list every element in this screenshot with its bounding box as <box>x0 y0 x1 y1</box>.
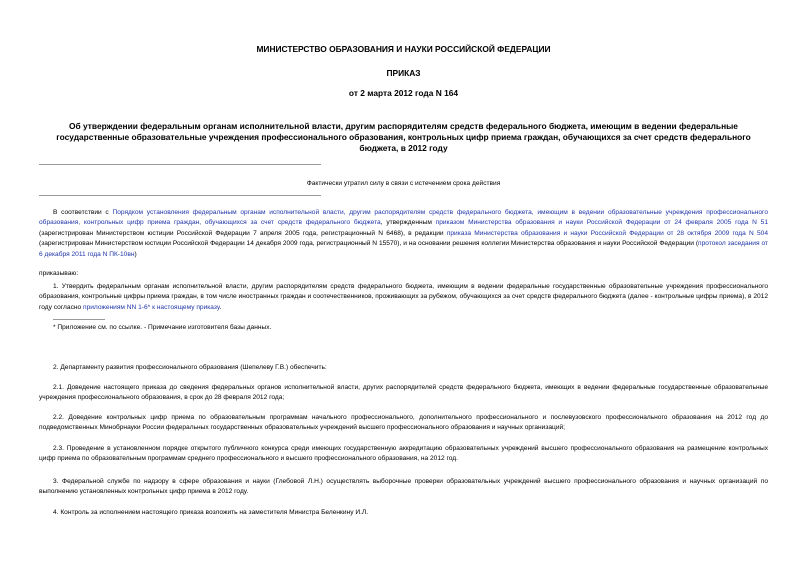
preamble-text-5: ) <box>134 250 137 258</box>
item-2-3: 2.3. Проведение в установленном порядке открытого публичного конкурса среди имеющих государственную аккредитацию образовательных учреждений высшего профессионального образования на размещение контрольных цифр приема по образовательным программам среднего профессионального и высшего профессионального образования, на 2012 год. <box>39 445 768 463</box>
item-2-1: 2.1. Доведение настоящего приказа до сведения федеральных органов исполнительной власти, других распорядителей средств федерального бюджета, имеющих в ведении федеральные государственные образовательные учреждения профессионального образования, в срок до 28 февраля 2012 года; <box>39 384 768 402</box>
item-2: 2. Департаменту развития профессионального образования (Шепелеву Г.В.) обеспечить: <box>53 364 327 371</box>
link-order-51[interactable]: приказом Министерства образования и науки Российской Федерации от 24 февраля 2005 года N 51 <box>435 219 768 227</box>
link-appendices[interactable]: приложениям NN 1-6* к настоящему приказу <box>83 303 220 311</box>
item-2-2: 2.2. Доведение контрольных цифр приема по образовательным программам начального профессионального, дополнительного профессионального и послевузовского профессионального образования на 2012 год до подведомственных Минобрнауки России федеральных государственных образовательных учреждений высшего профессионального образования и научных организаций; <box>39 414 768 432</box>
link-order-504[interactable]: приказа Министерства образования и науки Российской Федерации от 28 октября 2009 года N 504 <box>446 229 768 237</box>
divider-top <box>39 164 321 165</box>
footnote-divider <box>53 319 105 320</box>
preamble-text-3: (зарегистрирован Министерством юстиции Российской Федерации 7 апреля 2005 года, регистрационный N 6468), в редакции <box>39 229 447 237</box>
document-title: Об утверждении федеральным органам исполнительной власти, другим распорядителям средств федерального бюджета, имеющим в ведении федеральные государственные образовательные учреждения профессионального образования, контрольных цифр приема граждан, обучающихся за счет средств федерального бюджета, в 2012 году <box>56 121 751 154</box>
document-date-number: от 2 марта 2012 года N 164 <box>348 88 459 98</box>
link-procedure[interactable]: Порядком установления федеральным органам исполнительной власти, другим распорядителям средств федерального бюджета, имеющим в ведении образовательные учреждения профессионального образования, контрольных цифр приема граждан, обучающихся за счет средств федерального бюджета <box>39 209 768 227</box>
divider-bottom <box>39 195 321 196</box>
item-3: 3. Федеральной службе по надзору в сфере образования и науки (Глебовой Л.Н.) осуществлять выборочные проверки образовательных учреждений высшего профессионального образования и научных организаций по выполнению установленных контрольных цифр приема в 2012 году. <box>39 478 768 496</box>
status-note: Фактически утратил силу в связи с истечением срока действия <box>306 180 501 187</box>
preamble-paragraph <box>39 208 768 260</box>
preamble-text-1: В соответствии с <box>53 209 113 216</box>
item-4: 4. Контроль за исполнением настоящего приказа возложить на заместителя Министра Беленкину И.Л. <box>53 509 369 516</box>
orders-label: приказываю: <box>39 270 79 277</box>
item-1-text: 1. Утвердить федеральным органам исполнительной власти, другим распорядителям средств федерального бюджета, имеющим в ведении федеральные государственные образовательные учреждения профессионального образования, контрольные цифры приема граждан, в том числе иностранных граждан и соотечественников, проживающих за рубежом, обучающихся за счет средств федерального бюджета (далее - контрольные цифры приема), в 2012 году согласно <box>39 283 768 311</box>
footnote: * Приложение см. по ссылке. - Примечание изготовителя базы данных. <box>53 324 272 331</box>
link-protocol[interactable]: протокол заседания от 6 декабря 2011 года N ПК-10вн <box>39 240 769 258</box>
item-1-end: . <box>219 303 222 311</box>
preamble-text-4: (зарегистрирован Министерством юстиции Российской Федерации 14 декабря 2009 года, регистрационный N 15570), и на основании решения коллегии Министерства образования и науки Российской Федерации ( <box>39 240 699 248</box>
ministry-name: МИНИСТЕРСТВО ОБРАЗОВАНИЯ И НАУКИ РОССИЙСКОЙ ФЕДЕРАЦИИ <box>256 44 551 54</box>
document-type: ПРИКАЗ <box>386 68 421 78</box>
item-1 <box>39 282 768 313</box>
preamble-text-2: , утвержденным <box>380 219 436 227</box>
